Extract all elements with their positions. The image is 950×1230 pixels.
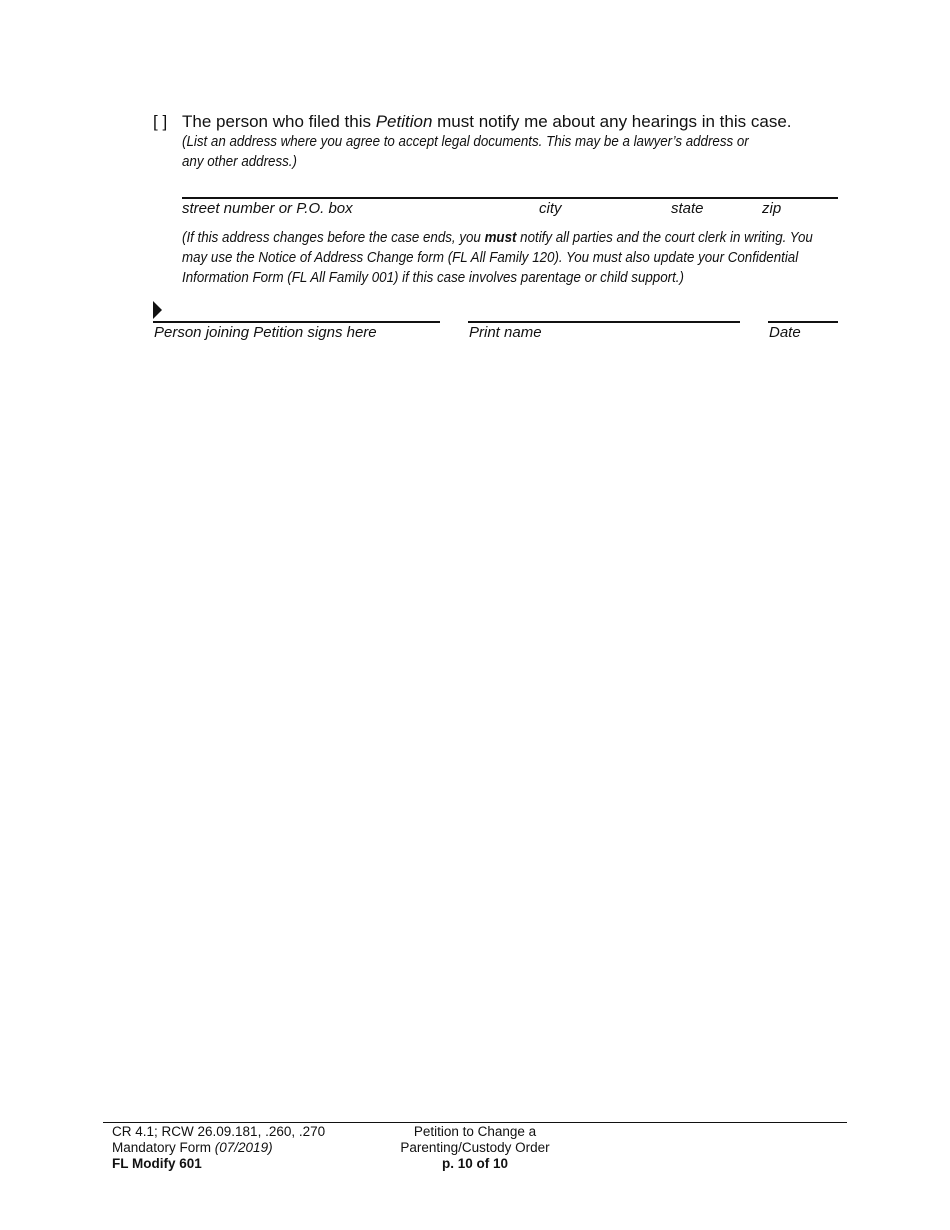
note-part2: notify all parties and the court clerk in writing. You may use the Notice of Address Change form (FL All Family 120). You must also update your Confidential Information Form (FL All Family 001) if this case involves parentage or child support.) bbox=[182, 230, 813, 286]
footer-left bbox=[112, 1124, 325, 1172]
footer-title-line1: Petition to Change a bbox=[413, 1124, 537, 1139]
hearing-notice-checkbox[interactable]: [ ] bbox=[153, 112, 168, 131]
date-label: Date bbox=[769, 324, 801, 341]
statement-prefix: The person who filed this bbox=[182, 112, 376, 131]
note-must: must bbox=[484, 230, 517, 246]
print-name-label: Print name bbox=[469, 324, 542, 341]
hearing-notice-statement bbox=[182, 112, 792, 132]
note-part1: (If this address changes before the case ends, you bbox=[182, 230, 485, 246]
footer-center bbox=[380, 1124, 570, 1172]
signer-label: Person joining Petition signs here bbox=[154, 324, 377, 341]
state-label: state bbox=[671, 200, 704, 217]
address-input-line[interactable] bbox=[182, 197, 838, 199]
footer-form-type-label: Mandatory Form bbox=[112, 1140, 215, 1155]
print-name-line[interactable] bbox=[468, 321, 740, 323]
footer-form-date: (07/2019) bbox=[214, 1140, 273, 1155]
footer-page-number: p. 10 of 10 bbox=[441, 1156, 509, 1171]
date-line[interactable] bbox=[768, 321, 838, 323]
footer-divider bbox=[103, 1122, 847, 1123]
address-instruction: (List an address where you agree to accept legal documents. This may be a lawyer’s address or any other address.) bbox=[182, 134, 749, 170]
footer-form-id: FL Modify 601 bbox=[112, 1156, 202, 1171]
statement-petition-word: Petition bbox=[375, 112, 433, 131]
sign-here-arrow-icon bbox=[153, 301, 162, 319]
address-change-note bbox=[182, 228, 826, 288]
city-label: city bbox=[539, 200, 562, 217]
statement-suffix: must notify me about any hearings in this case. bbox=[432, 112, 792, 131]
street-label: street number or P.O. box bbox=[182, 200, 353, 217]
zip-label: zip bbox=[762, 200, 782, 217]
footer-title-line2: Parenting/Custody Order bbox=[400, 1140, 550, 1155]
footer-form-type bbox=[112, 1140, 325, 1156]
footer-rule-citation: CR 4.1; RCW 26.09.181, .260, .270 bbox=[112, 1124, 326, 1139]
signature-line[interactable] bbox=[153, 321, 440, 323]
